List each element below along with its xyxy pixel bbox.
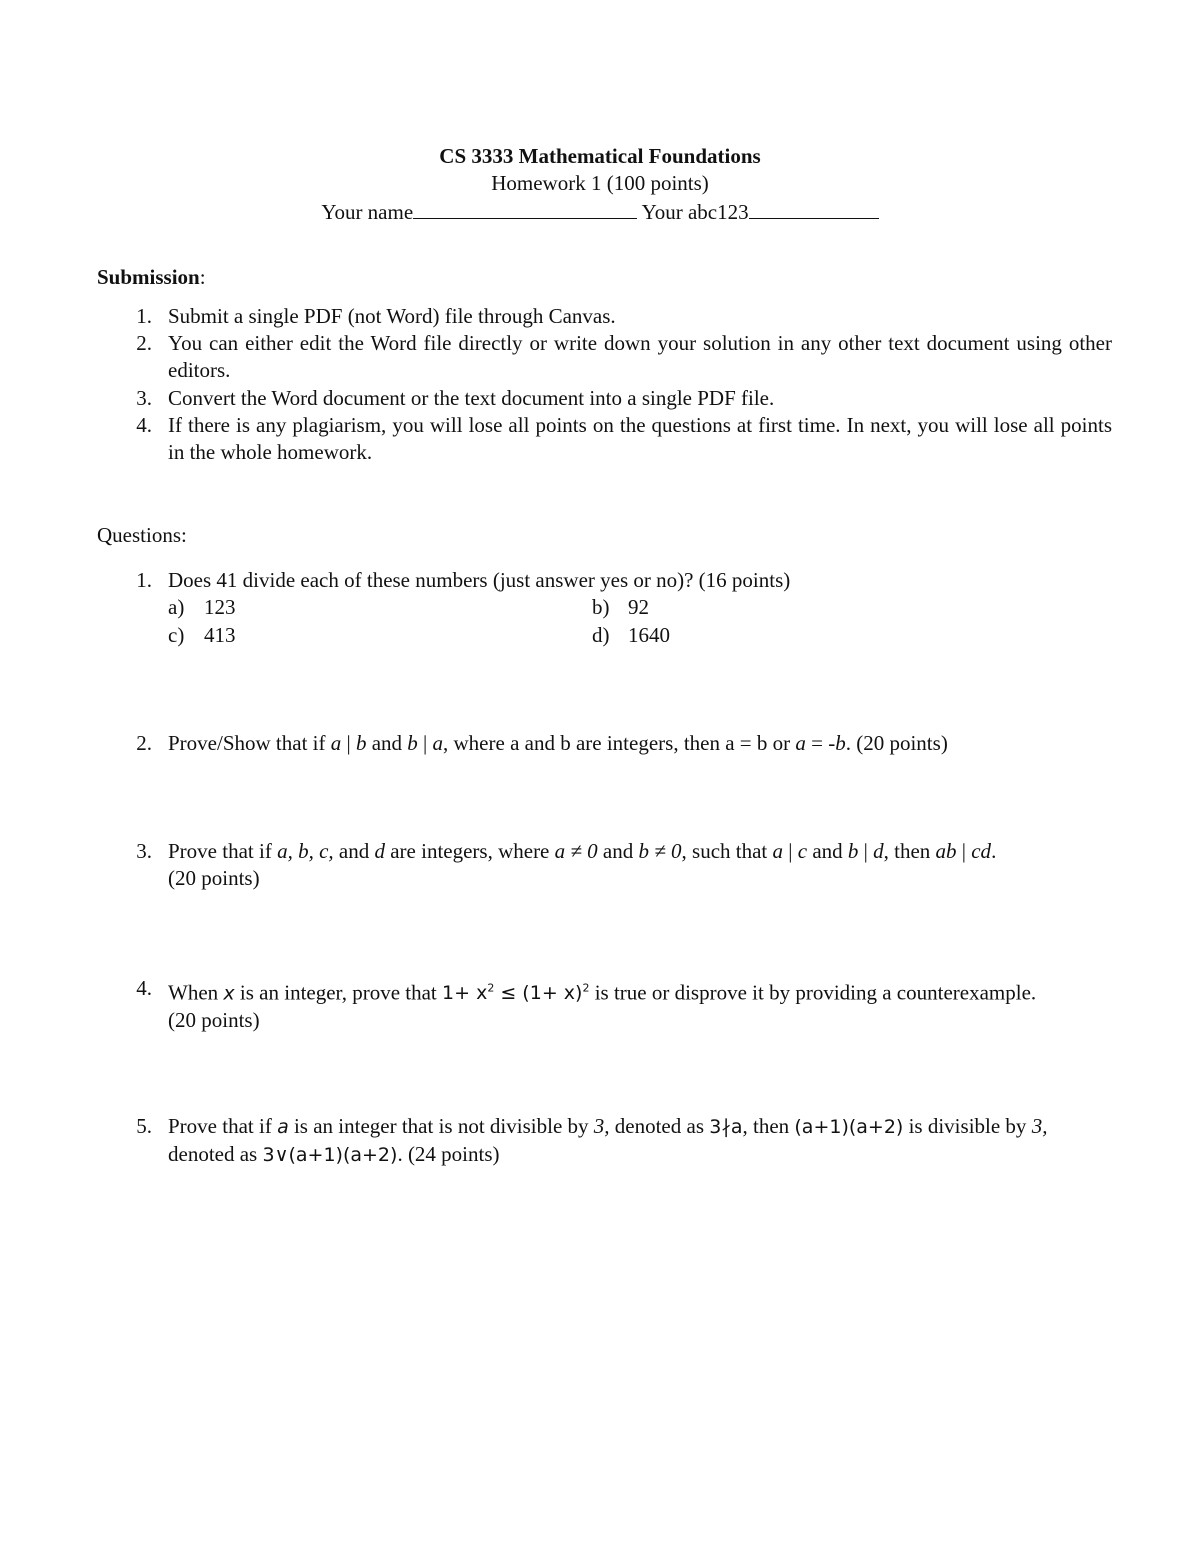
inequality-math: $1+ x^2 \le (1+ x)^2$ [442,982,590,1005]
question-5: 5. Prove that if a is an integer that is not divisible by 3, denoted as 3∤a, then (a+1)(a+2) is divisible by 3, denoted as 3∨(a+1)(a+2). (24 points) [136,1114,1048,1166]
name-line [0,198,1200,225]
divides-math: 3∨(a+1)(a+2) [262,1144,398,1166]
option-a: a) 123 [168,595,236,619]
question-1: 1. Does 41 divide each of these numbers (just answer yes or no)? (16 points) [136,568,791,592]
question-2: 2. Prove/Show that if a | b and b | a, where a and b are integers, then a = b or a = -b. (20 points) [136,731,948,755]
list-item: 2. You can either edit the Word file directly or write down your solution in any other text document using other editors. [136,331,1112,382]
name-blank[interactable] [413,198,637,219]
submission-heading: Submission: [97,265,206,289]
id-blank[interactable] [749,198,879,219]
name-label: Your name [321,200,414,224]
list-item: 4. If there is any plagiarism, you will lose all points on the questions at first time. In next, you will lose all points in the whole homework. [136,413,1112,464]
not-divides-math: 3∤a [709,1116,743,1138]
id-label: Your abc123 [641,200,749,224]
option-c: c) 413 [168,623,236,647]
document-title: CS 3333 Mathematical Foundations [439,144,761,168]
questions-heading: Questions: [97,523,187,547]
list-item: 3. Convert the Word document or the text document into a single PDF file. [136,386,775,410]
question-3: 3. Prove that if a, b, c, and d are integers, where a ≠ 0 and b ≠ 0, such that a | c and b | d, then ab | cd. (20 points) [136,839,997,890]
product-math: (a+1)(a+2) [794,1116,904,1138]
question-4: 4. When x is an integer, prove that $1+ x^2 \le (1+ x)^2$ is true or disprove it by providing a counterexample. (20 points) [136,976,1037,1033]
option-d: d) 1640 [592,623,670,647]
list-item: 1. Submit a single PDF (not Word) file through Canvas. [136,304,616,328]
document-subtitle: Homework 1 (100 points) [491,171,709,195]
option-b: b) 92 [592,595,649,619]
